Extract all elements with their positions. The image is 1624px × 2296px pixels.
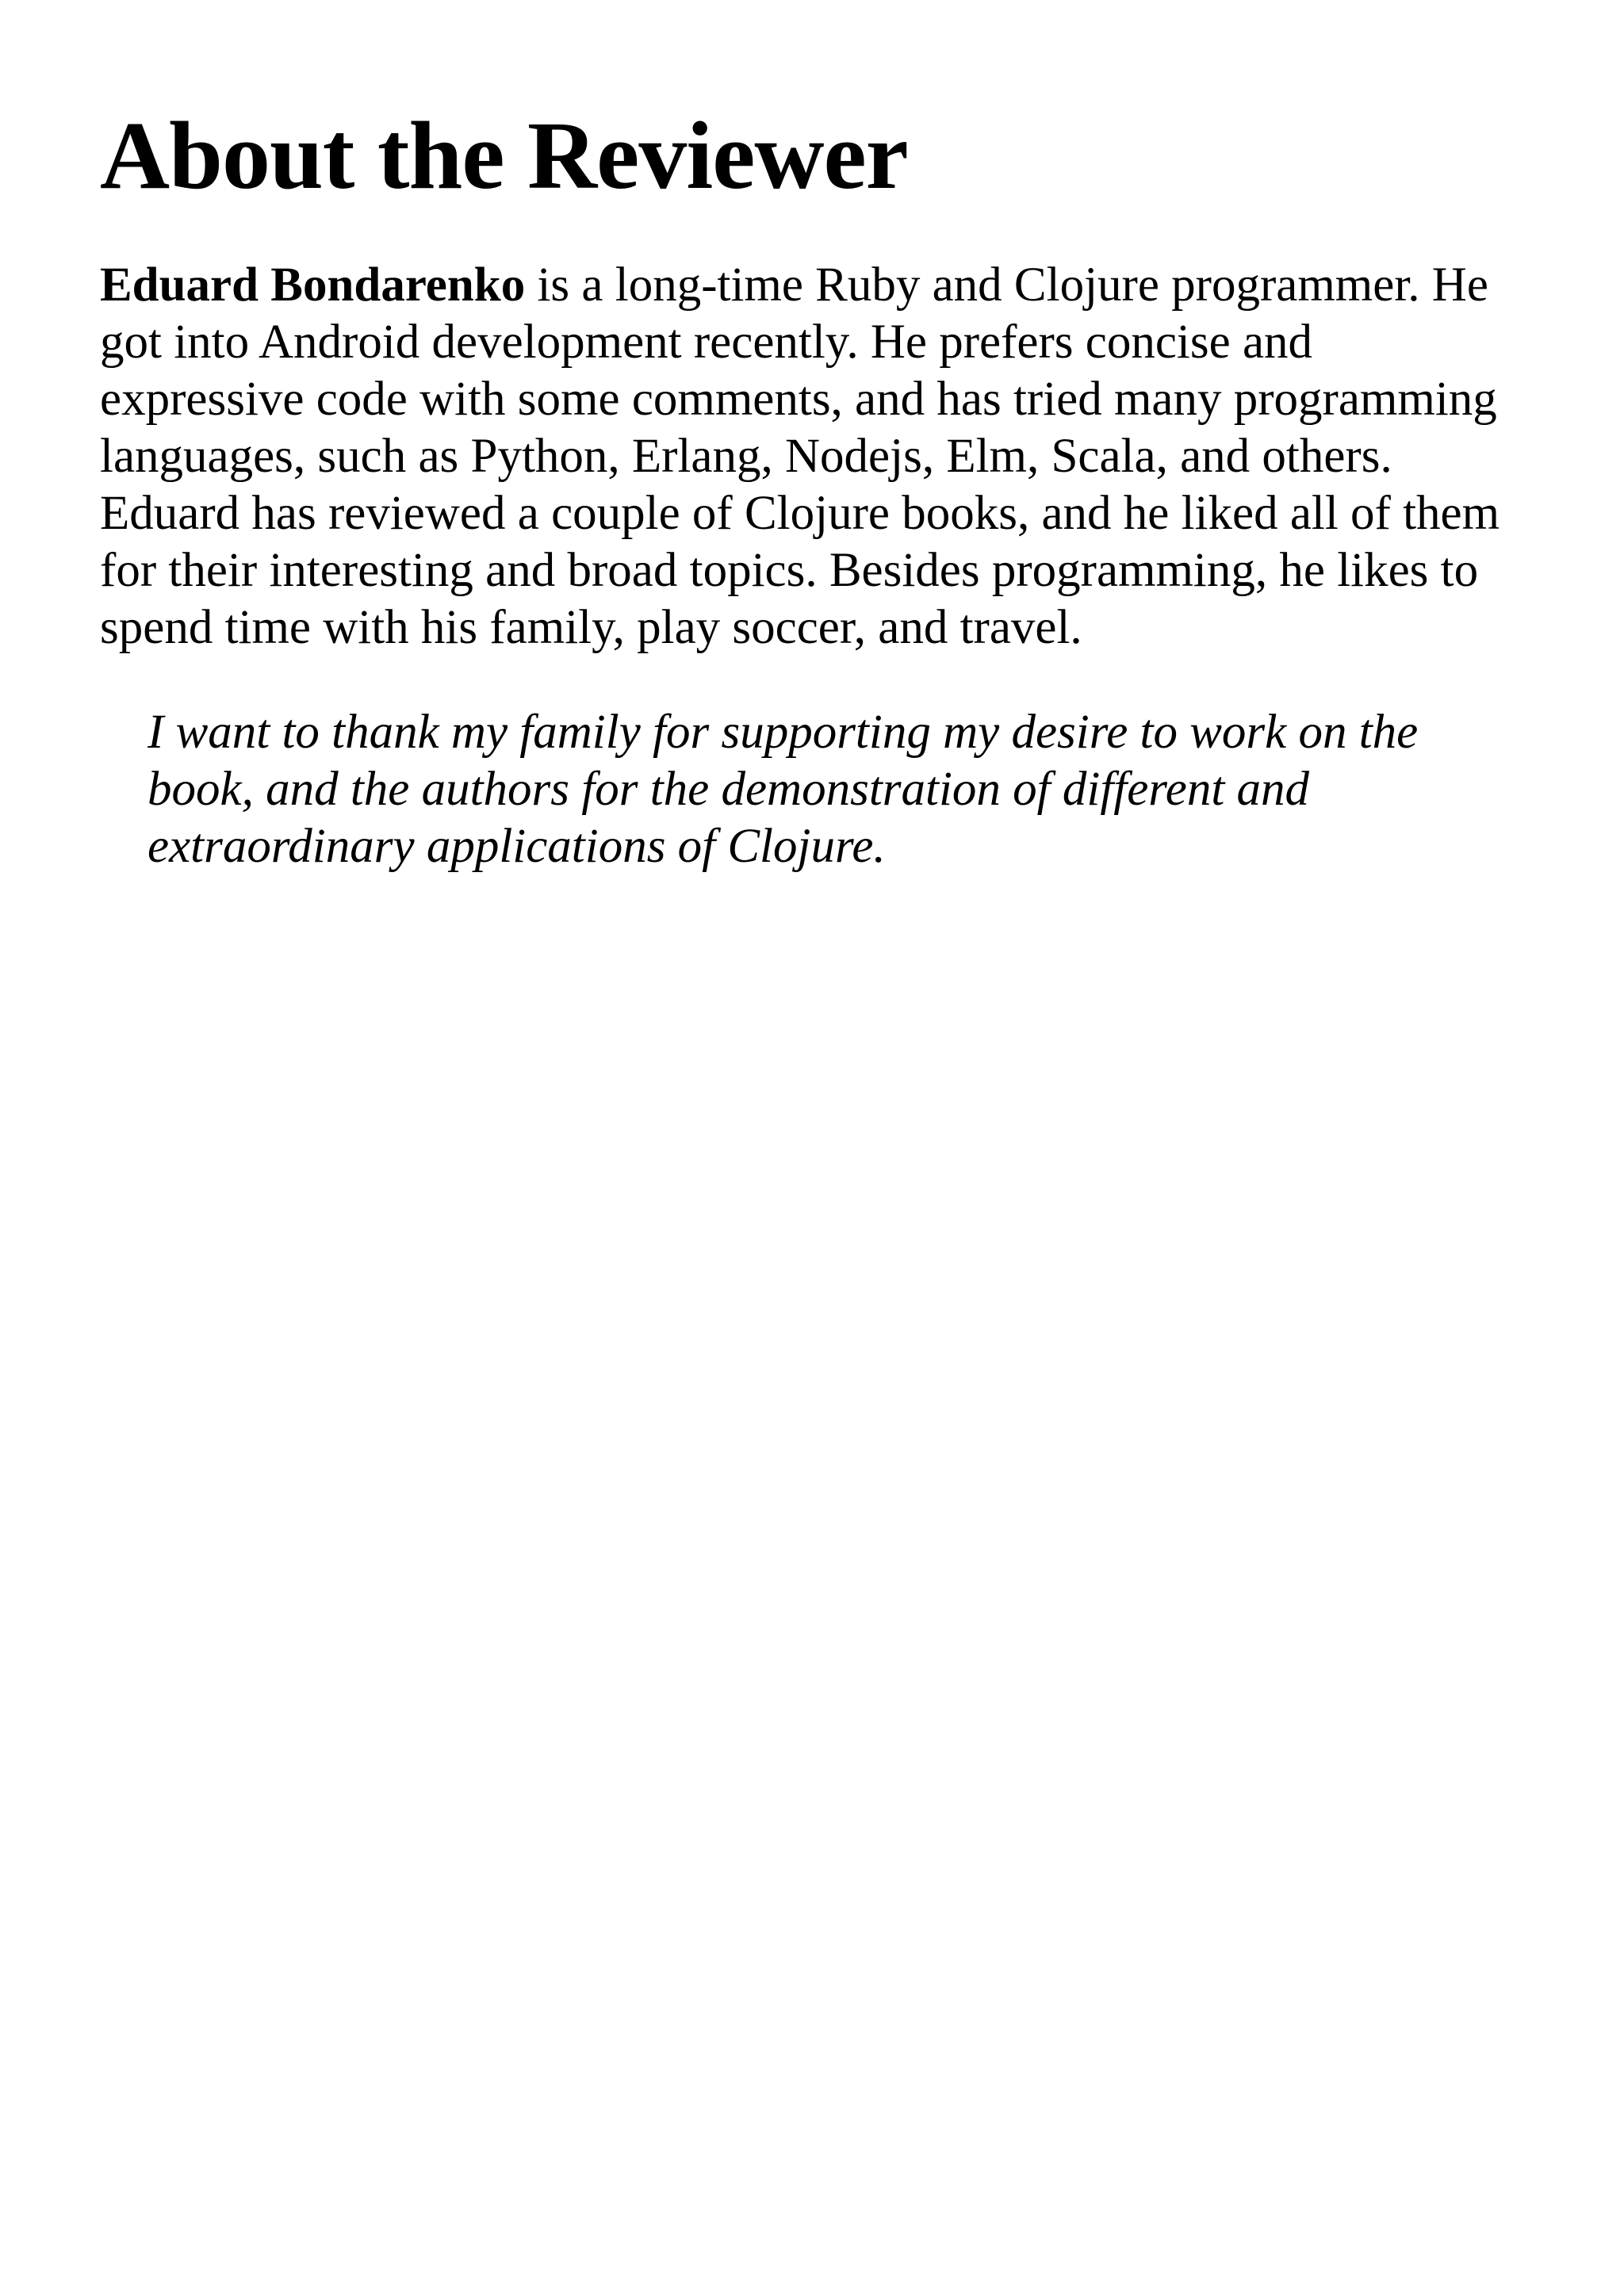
reviewer-bio-text: is a long-time Ruby and Clojure programmer. He got into Android development recently. He prefers concise and expressive code with some comments, and has tried many programming languages, such as Python, Erlang, Nodejs, Elm, Scala, and others. Eduard has reviewed a couple of Clojure books, and he liked all of them for their interesting and broad topics. Besides programming, he likes to spend time with his family, play soccer, and travel. xyxy=(100,258,1500,655)
reviewer-acknowledgement: I want to thank my family for supporting my desire to work on the book, and the authors for the demonstration of different and extraordinary applications of Clojure. xyxy=(147,706,1419,874)
reviewer-name: Eduard Bondarenko xyxy=(100,258,526,312)
document-page xyxy=(100,103,1527,875)
reviewer-bio xyxy=(100,257,1527,656)
page-title: About the Reviewer xyxy=(100,102,908,209)
